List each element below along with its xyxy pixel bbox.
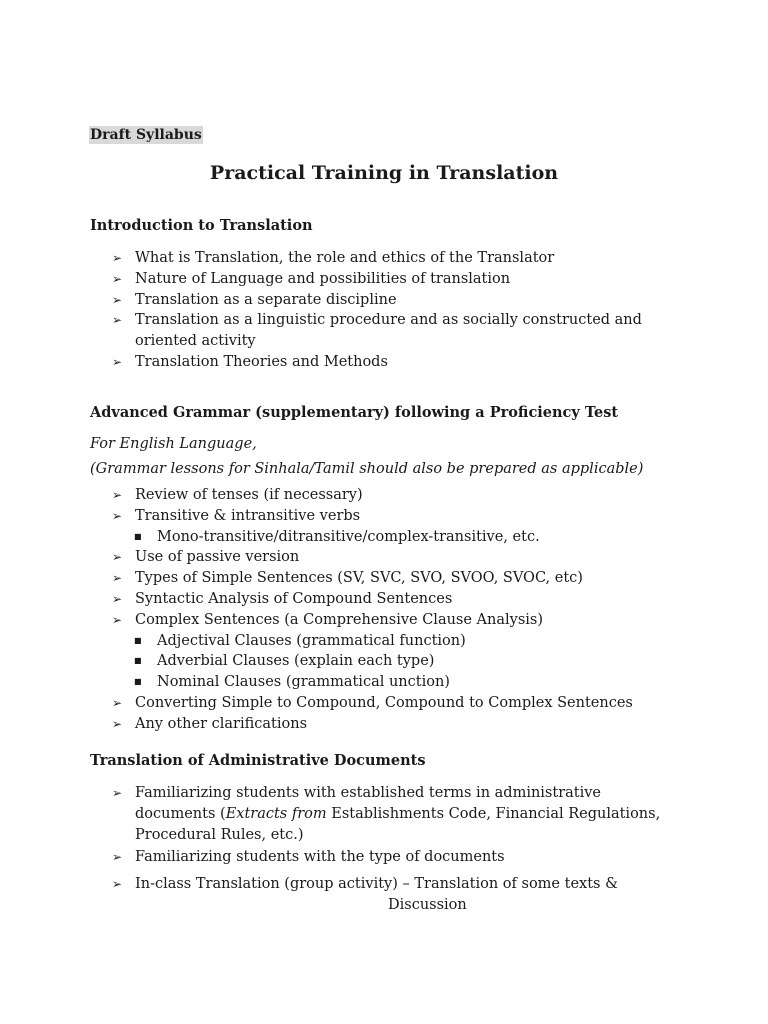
draft-label: Draft Syllabus [90, 127, 202, 143]
grammar-list [112, 485, 672, 735]
list-item: ➢ What is Translation, the role and ethics of the Translator [112, 248, 672, 269]
grammar-note-english: For English Language, [90, 436, 257, 452]
square-bullet-icon: ■ [134, 635, 142, 645]
arrow-bullet-icon: ➢ [112, 877, 123, 892]
sub-list-item: ■ Nominal Clauses (grammatical unction) [112, 672, 672, 693]
list-item: ➢ Any other clarifications [112, 714, 672, 735]
square-bullet-icon: ■ [134, 656, 142, 666]
list-item: ➢ Familiarizing students with the type of documents [112, 847, 672, 868]
list-item: ➢ Converting Simple to Compound, Compound to Complex Sentences [112, 693, 672, 714]
transitive-sublist [112, 527, 672, 548]
section-heading-administrative-documents: Translation of Administrative Documents [90, 752, 426, 769]
square-bullet-icon: ■ [134, 677, 142, 687]
list-item: ➢ Review of tenses (if necessary) [112, 485, 672, 506]
arrow-bullet-icon: ➢ [112, 488, 123, 502]
page-title: Practical Training in Translation [209, 162, 559, 184]
square-bullet-icon: ■ [134, 531, 142, 541]
introduction-list [112, 248, 672, 373]
sub-list-item: ■ Adjectival Clauses (grammatical function) [112, 631, 672, 652]
list-item: ➢ Familiarizing students with established terms in administrative documents (Extracts from Establishments Code, Financial Regulations, Procedural Rules, etc.) [112, 785, 661, 843]
list-item: ➢ Translation Theories and Methods [112, 352, 672, 373]
arrow-bullet-icon: ➢ [112, 508, 123, 523]
arrow-bullet-icon: ➢ [112, 716, 123, 731]
list-item: ➢ In-class Translation (group activity) – Translation of some texts & Discussion [112, 876, 618, 913]
list-item: ➢ Complex Sentences (a Comprehensive Clause Analysis) ■ Adjectival Clauses (grammatical function) ■ Adverbial Clauses (explain each type) ■ Nominal Clauses (grammatical unction) [112, 610, 672, 693]
arrow-bullet-icon: ➢ [112, 251, 123, 265]
administrative-list [112, 783, 672, 916]
arrow-bullet-icon: ➢ [112, 313, 123, 328]
list-item: ➢ Translation as a separate discipline [112, 290, 672, 311]
clause-sublist [112, 631, 672, 693]
arrow-bullet-icon: ➢ [112, 695, 123, 710]
section-heading-introduction: Introduction to Translation [90, 217, 313, 234]
arrow-bullet-icon: ➢ [112, 850, 123, 865]
arrow-bullet-icon: ➢ [112, 271, 123, 286]
list-item: ➢ Syntactic Analysis of Compound Sentences [112, 589, 672, 610]
sub-list-item: ■ Adverbial Clauses (explain each type) [112, 651, 672, 672]
grammar-note-sinhala-tamil: (Grammar lessons for Sinhala/Tamil should also be prepared as applicable) [90, 461, 644, 477]
sub-list-item: ■ Mono-transitive/ditransitive/complex-transitive, etc. [112, 527, 672, 548]
arrow-bullet-icon: ➢ [112, 612, 123, 627]
arrow-bullet-icon: ➢ [112, 591, 123, 606]
arrow-bullet-icon: ➢ [112, 786, 123, 800]
list-item: ➢ Translation as a linguistic procedure and as socially constructed and oriented activity [112, 312, 642, 350]
list-item: ➢ Use of passive version [112, 547, 672, 568]
list-item: ➢ Transitive & intransitive verbs ■ Mono-transitive/ditransitive/complex-transitive, etc. [112, 506, 672, 548]
arrow-bullet-icon: ➢ [112, 571, 123, 586]
arrow-bullet-icon: ➢ [112, 550, 123, 565]
arrow-bullet-icon: ➢ [112, 292, 123, 307]
list-item: ➢ Types of Simple Sentences (SV, SVC, SVO, SVOO, SVOC, etc) [112, 568, 672, 589]
list-item: ➢ Nature of Language and possibilities of translation [112, 269, 672, 290]
arrow-bullet-icon: ➢ [112, 354, 123, 369]
section-heading-advanced-grammar: Advanced Grammar (supplementary) following a Proficiency Test [90, 404, 619, 421]
